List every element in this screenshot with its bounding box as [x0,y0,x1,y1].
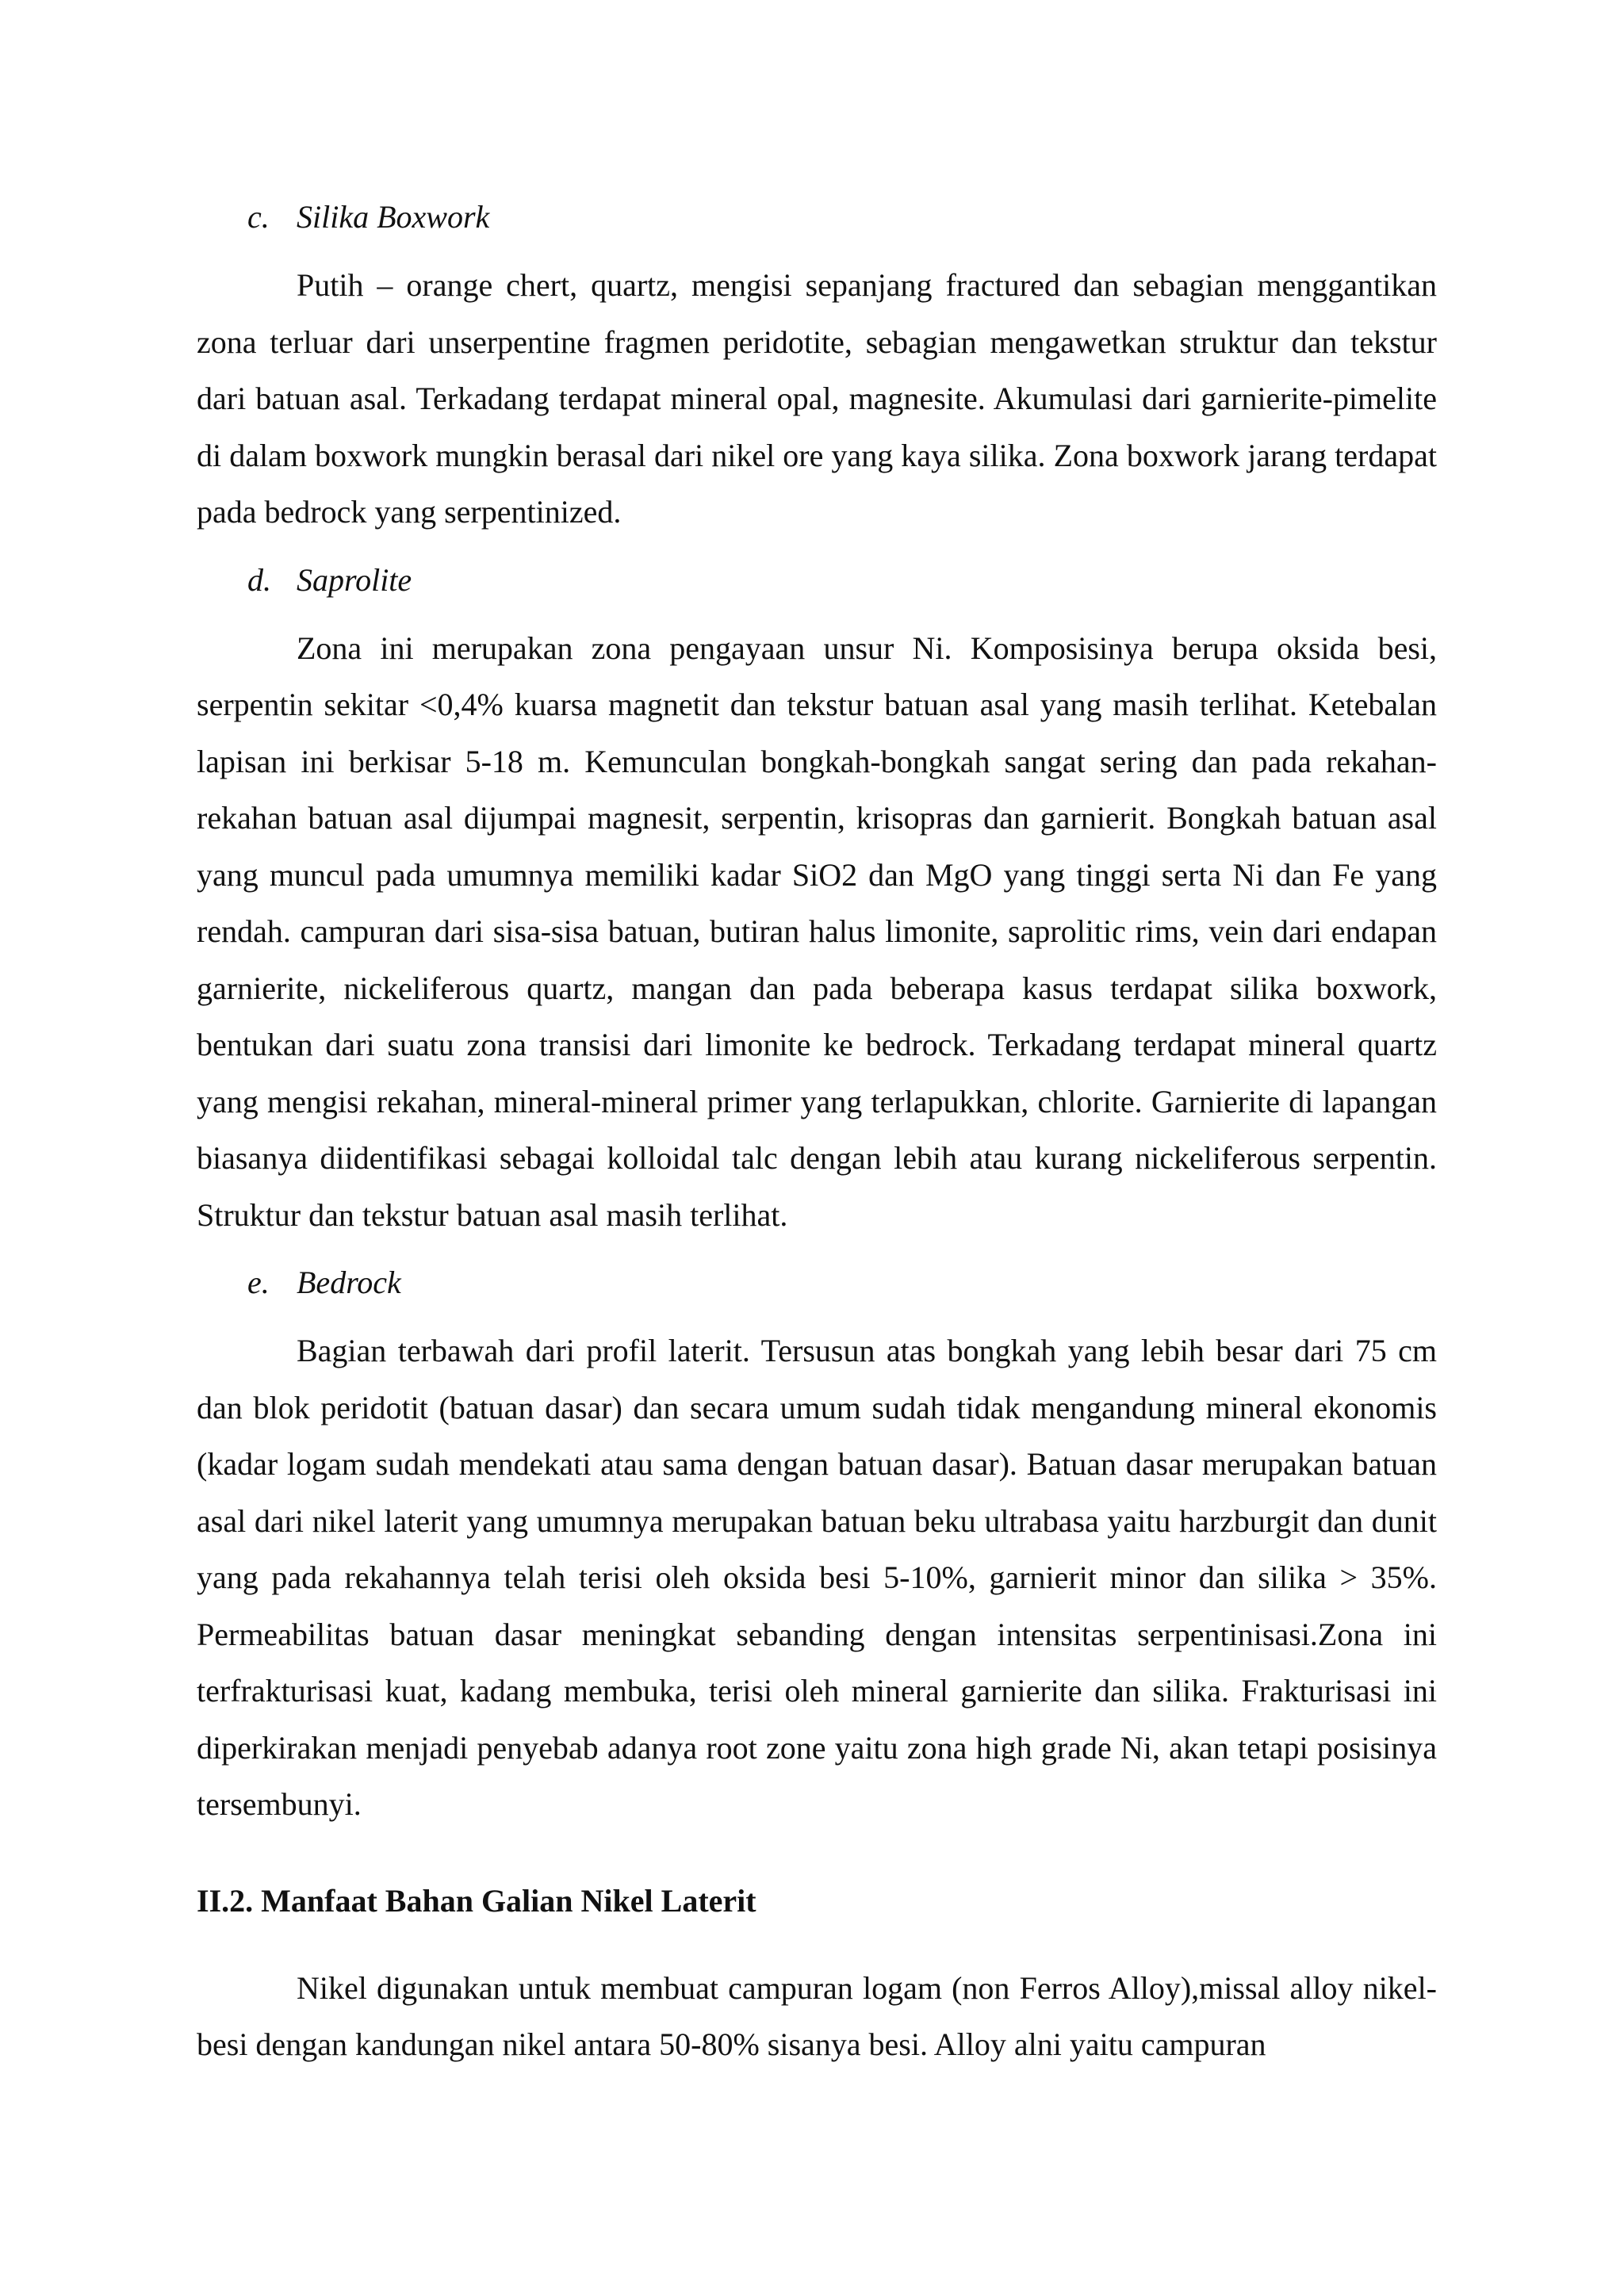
section-heading-manfaat: II.2. Manfaat Bahan Galian Nikel Laterit [197,1882,756,1919]
paragraph-manfaat: Nikel digunakan untuk membuat campuran logam (non Ferros Alloy),missal alloy nikel-besi dengan kandungan nikel antara 50-80% sisanya besi. Alloy alni yaitu campuran [197,1969,1437,2062]
subheading-letter: c. [247,199,270,235]
subheading-bedrock [197,1254,1437,1311]
subheading-silika-boxwork [197,189,1437,246]
subheading-title: Bedrock [297,1265,401,1300]
paragraph-saprolite: Zona ini merupakan zona pengayaan unsur Ni. Komposisinya berupa oksida besi, serpentin sekitar <0,4% kuarsa magnetit dan tekstur batuan asal yang masih terlihat. Ketebalan lapisan ini berkisar 5-18 m. Kemunculan bongkah-bongkah sangat sering dan pada rekahan-rekahan batuan asal dijumpai magnesit, serpentin, krisopras dan garnierit. Bongkah batuan asal yang muncul pada umumnya memiliki kadar SiO2 dan MgO yang tinggi serta Ni dan Fe yang rendah. campuran dari sisa-sisa batuan, butiran halus limonite, saprolitic rims, vein dari endapan garnierite, nickeliferous quartz, mangan dan pada beberapa kasus terdapat silika boxwork, bentukan dari suatu zona transisi dari limonite ke bedrock. Terkadang terdapat mineral quartz yang mengisi rekahan, mineral-mineral primer yang terlapukkan, chlorite. Garnierite di lapangan biasanya diidentifikasi sebagai kolloidal talc dengan lebih atau kurang nickeliferous serpentin. Struktur dan tekstur batuan asal masih terlihat. [197,629,1437,1233]
subheading-title: Silika Boxwork [297,199,490,235]
subheading-title: Saprolite [297,561,412,598]
paragraph-bedrock: Bagian terbawah dari profil laterit. Tersusun atas bongkah yang lebih besar dari 75 cm dan blok peridotit (batuan dasar) dan secara umum sudah tidak mengandung mineral ekonomis (kadar logam sudah mendekati atau sama dengan batuan dasar). Batuan dasar merupakan batuan asal dari nikel laterit yang umumnya merupakan batuan beku ultrabasa yaitu harzburgit dan dunit yang pada rekahannya telah terisi oleh oksida besi 5-10%, garnierit minor dan silika > 35%. Permeabilitas batuan dasar meningkat sebanding dengan intensitas serpentinisasi.Zona ini terfrakturisasi kuat, kadang membuka, terisi oleh mineral garnierite dan silika. Frakturisasi ini diperkirakan menjadi penyebab adanya root zone yaitu zona high grade Ni, akan tetapi posisinya tersembunyi. [197,1333,1437,1822]
subheading-letter: e. [247,1265,270,1300]
paragraph-silika-boxwork: Putih – orange chert, quartz, mengisi sepanjang fractured dan sebagian menggantikan zona terluar dari unserpentine fragmen peridotite, sebagian mengawetkan struktur dan tekstur dari batuan asal. Terkadang terdapat mineral opal, magnesite. Akumulasi dari garnierite-pimelite di dalam boxwork mungkin berasal dari nikel ore yang kaya silika. Zona boxwork jarang terdapat pada bedrock yang serpentinized. [197,267,1437,530]
subheading-letter: d. [247,561,271,598]
subheading-saprolite [197,552,1437,609]
page-content [197,189,1437,2084]
